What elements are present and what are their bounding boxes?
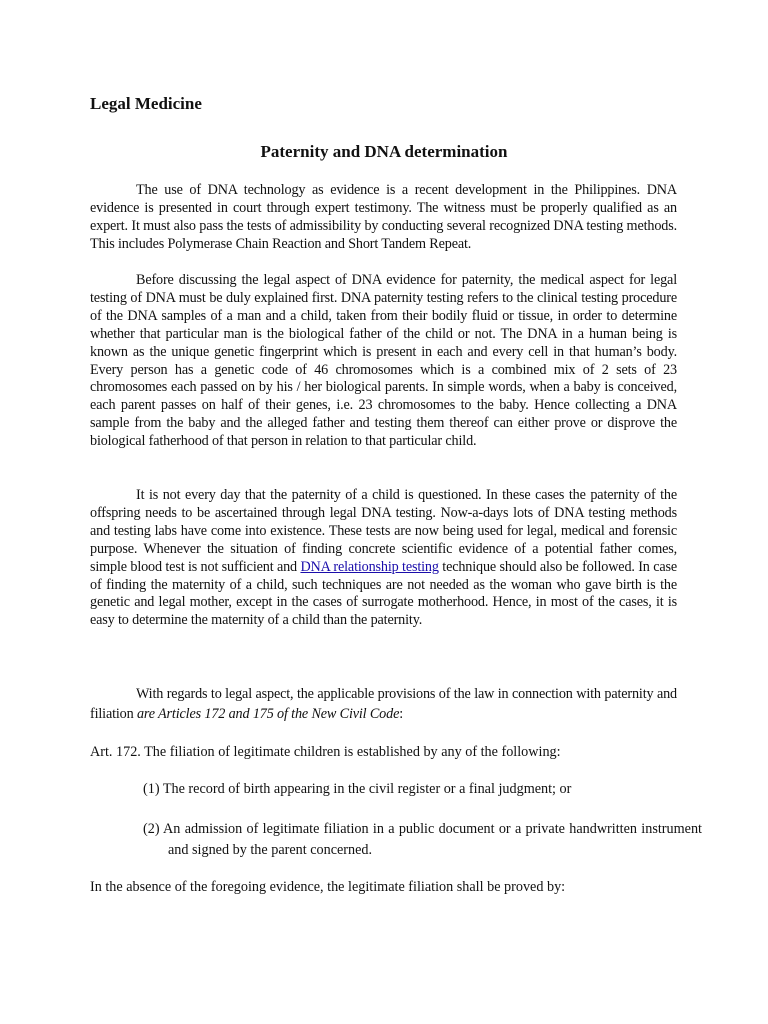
document-title: Paternity and DNA determination [260, 142, 508, 161]
list-item: (2) An admission of legitimate filiation in a public document or a private handwritten instrument and signed by the parent concerned. [143, 821, 702, 858]
paragraph-legal-aspect [90, 684, 677, 724]
document-heading: Legal Medicine [90, 94, 202, 113]
paragraph-text: It is not every day that the paternity of a child is questioned. In these cases the paternity of the offspring needs to be ascertained through legal DNA testing. Now-a-days lots of DNA testing methods and testing labs have come into existence. These tests are now being used for legal, medical and forensic purpose. Whenever the situation of finding concrete scientific evidence of a potential father comes, simple blood test is not sufficient and [90, 487, 677, 575]
paragraph-dna-evidence: The use of DNA technology as evidence is a recent development in the Philippines. DNA evidence is presented in court through expert testimony. The witness must be properly qualified as an expert. It must also pass the tests of admissibility by conducting several recognized DNA testing methods. This includes Polymerase Chain Reaction and Short Tandem Repeat. [90, 182, 677, 252]
absence-statement: In the absence of the foregoing evidence, the legitimate filiation shall be proved by: [90, 879, 566, 895]
dna-relationship-testing-link[interactable]: DNA relationship testing [300, 558, 439, 575]
paragraph-text: : [399, 706, 404, 722]
article-172: Art. 172. The filiation of legitimate children is established by any of the following: [90, 744, 561, 760]
paragraph-text: With regards to legal aspect, the applicable provisions of the law in connection with paternity and filiation [90, 686, 677, 722]
paragraph-medical-aspect: Before discussing the legal aspect of DNA evidence for paternity, the medical aspect for legal testing of DNA must be duly explained first. DNA paternity testing refers to the clinical testing procedure of the DNA samples of a man and a child, taken from their bodily fluid or tissue, in order to determine whether that particular man is the biological father of the child or not. The DNA in a human being is known as the unique genetic fingerprint which is present in each and every cell in that human’s body. Every person has a genetic code of 46 chromosomes which is a combined mix of 2 sets of 23 chromosomes each passed on by his / her biological parents. In simple words, when a baby is conceived, each parent passes on half of their genes, i.e. 23 chromosomes to the baby. Hence collecting a DNA sample from the baby and the alleged father and testing them thereof can either prove or disprove the biological fatherhood of that person in relation to that particular child. [90, 272, 677, 450]
paragraph-paternity-questioned [90, 487, 677, 630]
paragraph-text: technique should also be followed. In case of finding the maternity of a child, such techniques are not needed as the woman who gave birth is the genetic and legal mother, except in the cases of surrogate motherhood. Hence, in most of the cases, it is easy to determine the maternity of a child than the paternity. [90, 558, 678, 629]
list-item: (1) The record of birth appearing in the civil register or a final judgment; or [143, 781, 572, 797]
articles-reference: are Articles 172 and 175 of the New Civil Code [136, 706, 400, 722]
